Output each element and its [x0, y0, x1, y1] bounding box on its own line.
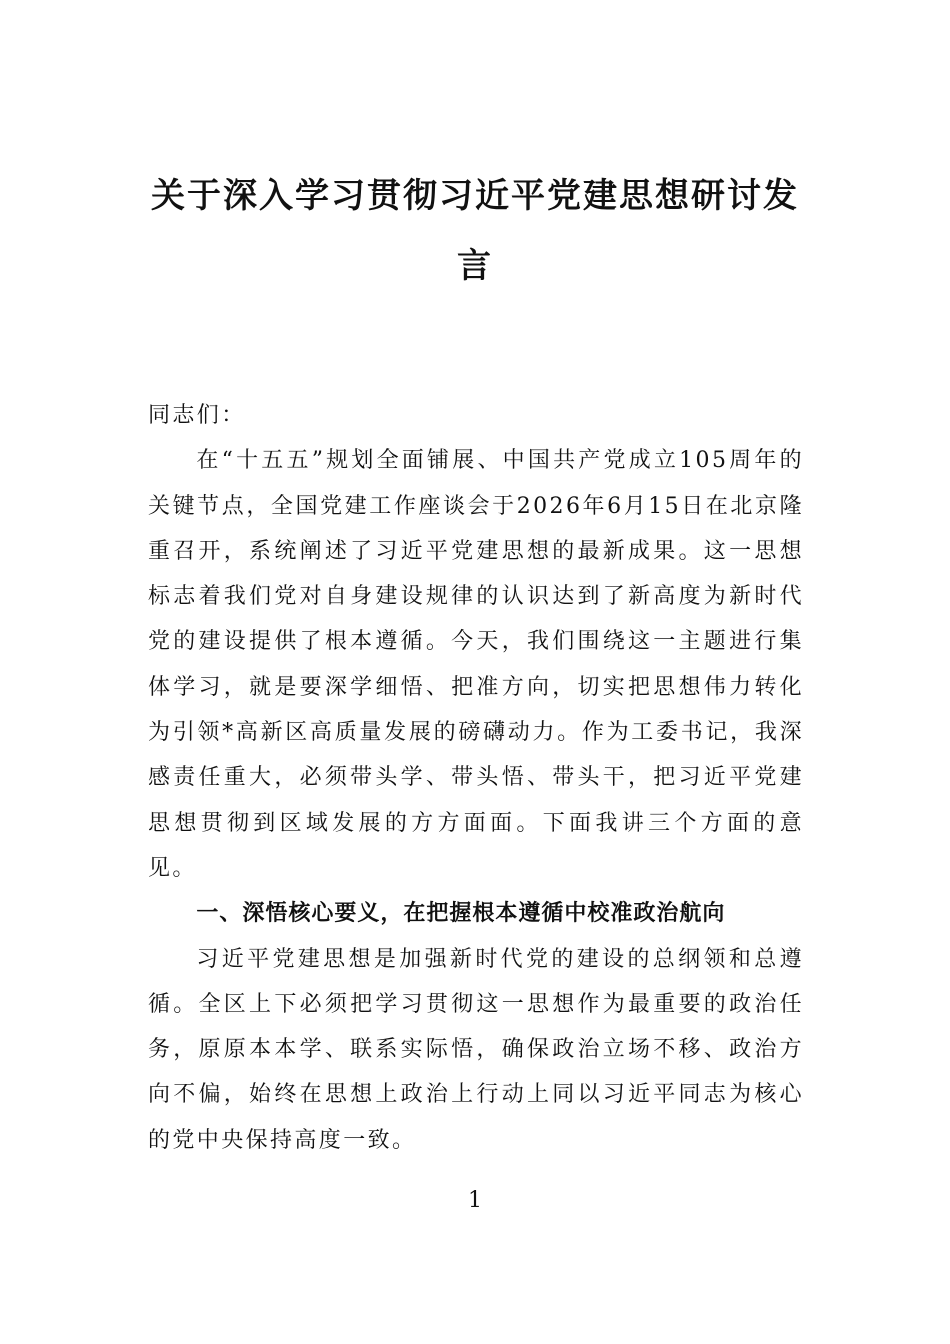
- section-heading-1: 一、深悟核心要义，在把握根本遵循中校准政治航向: [196, 901, 726, 927]
- paragraph-section-1: 习近平党建思想是加强新时代党的建设的总纲领和总遵循。全区上下必须把学习贯彻这一思想作为最重要的政治任务，原原本本学、联系实际悟，确保政治立场不移、政治方向不偏，始终在思想上政治上行动上同以习近平同志为核心的党中央保持高度一致。: [148, 946, 804, 1153]
- document-body: [148, 393, 804, 1163]
- paragraph-intro: 在“十五五”规划全面铺展、中国共产党成立105周年的关键节点，全国党建工作座谈会于2026年6月15日在北京隆重召开，系统阐述了习近平党建思想的最新成果。这一思想标志着我们党对自身建设规律的认识达到了新高度为新时代党的建设提供了根本遵循。今天，我们围绕这一主题进行集体学习，就是要深学细悟、把准方向，切实把思想伟力转化为引领*高新区高质量发展的磅礴动力。作为工委书记，我深感责任重大，必须带头学、带头悟、带头干，把习近平党建思想贯彻到区域发展的方方面面。下面我讲三个方面的意见。: [148, 448, 804, 881]
- document-title-line-2: 言: [457, 246, 493, 286]
- document-title-line-1: 关于深入学习贯彻习近平党建思想研讨发: [151, 176, 799, 216]
- page-number: 1: [468, 1188, 482, 1213]
- salutation: 同志们：: [148, 403, 246, 428]
